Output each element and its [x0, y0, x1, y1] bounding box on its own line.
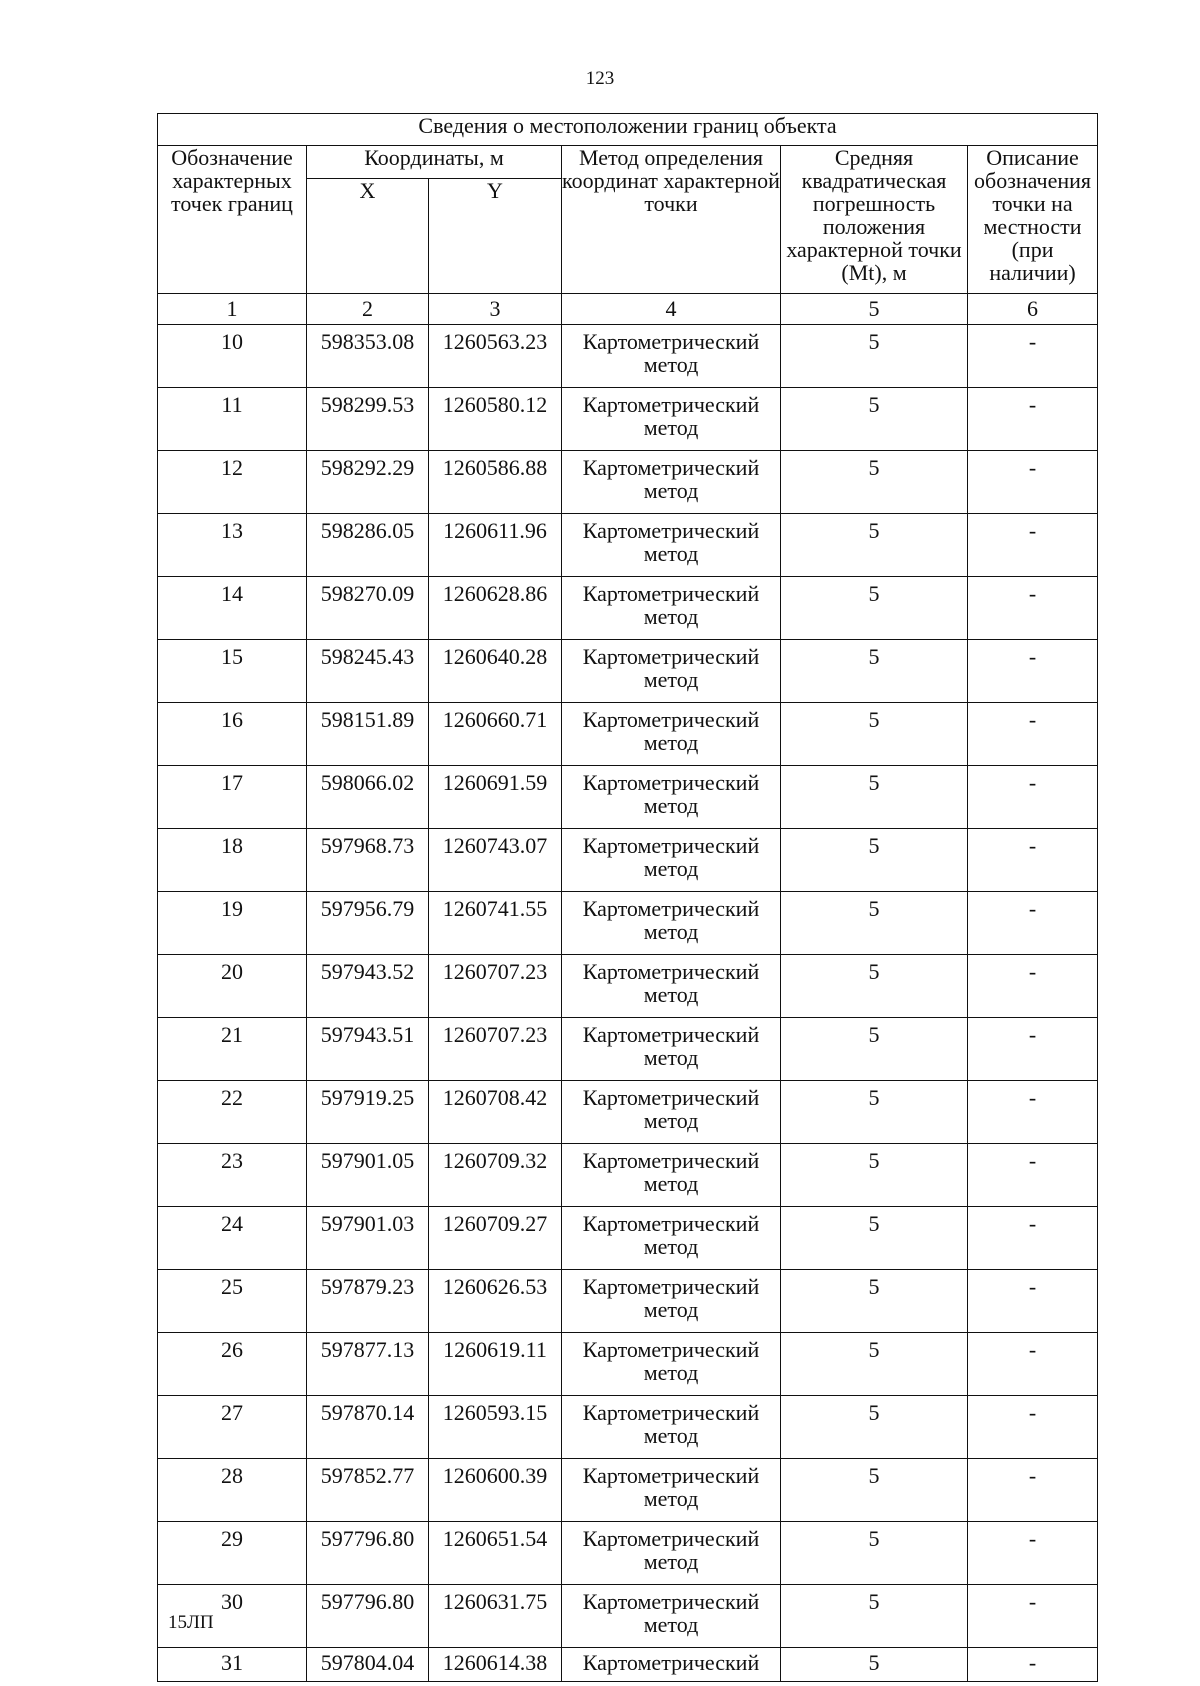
cell-error: 5	[781, 514, 968, 577]
cell-y: 1260691.59	[429, 766, 562, 829]
cell-method: Картометрический метод	[562, 388, 781, 451]
header-coordinates: Координаты, м	[307, 146, 562, 179]
cell-method: Картометрический метод	[562, 1270, 781, 1333]
cell-method: Картометрический метод	[562, 1396, 781, 1459]
page-number: 123	[585, 68, 615, 89]
cell-y: 1260580.12	[429, 388, 562, 451]
cell-description: -	[968, 703, 1098, 766]
cell-x: 597943.51	[307, 1018, 429, 1081]
cell-method: Картометрический метод	[562, 892, 781, 955]
cell-y: 1260741.55	[429, 892, 562, 955]
cell-y: 1260619.11	[429, 1333, 562, 1396]
cell-x: 597879.23	[307, 1270, 429, 1333]
cell-error: 5	[781, 1459, 968, 1522]
table-row	[158, 640, 1098, 703]
header-error: Средняя квадратическая погрешность положения характерной точки (Mt), м	[781, 146, 968, 294]
table-row	[158, 1270, 1098, 1333]
cell-point: 22	[158, 1081, 307, 1144]
cell-error: 5	[781, 577, 968, 640]
cell-method: Картометрический метод	[562, 1018, 781, 1081]
cell-error: 5	[781, 1207, 968, 1270]
cell-description: -	[968, 388, 1098, 451]
boundary-table-container	[157, 113, 1097, 1682]
column-number: 1	[158, 294, 307, 325]
cell-method: Картометрический метод	[562, 829, 781, 892]
cell-point: 18	[158, 829, 307, 892]
cell-error: 5	[781, 1648, 968, 1682]
cell-y: 1260707.23	[429, 1018, 562, 1081]
table-row	[158, 1081, 1098, 1144]
cell-method: Картометрический метод	[562, 1459, 781, 1522]
cell-error: 5	[781, 451, 968, 514]
cell-method: Картометрический метод	[562, 703, 781, 766]
cell-point: 26	[158, 1333, 307, 1396]
cell-error: 5	[781, 1018, 968, 1081]
cell-x: 597943.52	[307, 955, 429, 1018]
column-number: 2	[307, 294, 429, 325]
cell-y: 1260586.88	[429, 451, 562, 514]
cell-method: Картометрический метод	[562, 1333, 781, 1396]
table-body	[158, 294, 1098, 1682]
column-number: 4	[562, 294, 781, 325]
cell-x: 597796.80	[307, 1522, 429, 1585]
cell-y: 1260614.38	[429, 1648, 562, 1682]
cell-method: Картометрический метод	[562, 514, 781, 577]
cell-x: 597804.04	[307, 1648, 429, 1682]
cell-x: 598299.53	[307, 388, 429, 451]
table-row	[158, 1144, 1098, 1207]
cell-x: 598270.09	[307, 577, 429, 640]
cell-point: 11	[158, 388, 307, 451]
table-caption: Сведения о местоположении границ объекта	[158, 114, 1098, 146]
cell-y: 1260611.96	[429, 514, 562, 577]
column-number: 5	[781, 294, 968, 325]
cell-x: 597901.03	[307, 1207, 429, 1270]
cell-description: -	[968, 1018, 1098, 1081]
cell-error: 5	[781, 955, 968, 1018]
cell-point: 13	[158, 514, 307, 577]
cell-y: 1260600.39	[429, 1459, 562, 1522]
table-row	[158, 325, 1098, 388]
cell-error: 5	[781, 766, 968, 829]
cell-method: Картометрический метод	[562, 1585, 781, 1648]
table-row	[158, 514, 1098, 577]
cell-point: 17	[158, 766, 307, 829]
table-row	[158, 1396, 1098, 1459]
cell-x: 598286.05	[307, 514, 429, 577]
cell-description: -	[968, 1270, 1098, 1333]
cell-point: 10	[158, 325, 307, 388]
table-row	[158, 1018, 1098, 1081]
cell-y: 1260626.53	[429, 1270, 562, 1333]
cell-method: Картометрический	[562, 1648, 781, 1682]
cell-point: 15	[158, 640, 307, 703]
cell-description: -	[968, 1396, 1098, 1459]
cell-x: 598292.29	[307, 451, 429, 514]
footer-code: 15ЛП	[168, 1612, 214, 1633]
cell-description: -	[968, 1648, 1098, 1682]
cell-y: 1260709.27	[429, 1207, 562, 1270]
cell-x: 597877.13	[307, 1333, 429, 1396]
cell-description: -	[968, 955, 1098, 1018]
cell-x: 597919.25	[307, 1081, 429, 1144]
cell-description: -	[968, 829, 1098, 892]
cell-y: 1260743.07	[429, 829, 562, 892]
cell-error: 5	[781, 640, 968, 703]
table-row	[158, 1333, 1098, 1396]
cell-error: 5	[781, 829, 968, 892]
table-row	[158, 577, 1098, 640]
header-description: Описание обозначения точки на местности (при наличии)	[968, 146, 1098, 294]
cell-point: 20	[158, 955, 307, 1018]
header-y: Y	[429, 179, 562, 294]
table-row	[158, 955, 1098, 1018]
cell-description: -	[968, 1522, 1098, 1585]
cell-point: 21	[158, 1018, 307, 1081]
cell-description: -	[968, 514, 1098, 577]
header-point: Обозначение характерных точек границ	[158, 146, 307, 294]
cell-y: 1260640.28	[429, 640, 562, 703]
cell-x: 598151.89	[307, 703, 429, 766]
column-number-row	[158, 294, 1098, 325]
cell-error: 5	[781, 1081, 968, 1144]
column-number: 6	[968, 294, 1098, 325]
boundary-coordinates-table	[157, 113, 1098, 1682]
cell-method: Картометрический метод	[562, 766, 781, 829]
cell-description: -	[968, 577, 1098, 640]
cell-x: 597852.77	[307, 1459, 429, 1522]
cell-error: 5	[781, 388, 968, 451]
cell-y: 1260660.71	[429, 703, 562, 766]
cell-method: Картометрический метод	[562, 1522, 781, 1585]
cell-x: 598066.02	[307, 766, 429, 829]
cell-y: 1260707.23	[429, 955, 562, 1018]
cell-error: 5	[781, 1585, 968, 1648]
cell-point: 14	[158, 577, 307, 640]
table-row	[158, 766, 1098, 829]
cell-method: Картометрический метод	[562, 1144, 781, 1207]
cell-x: 597796.80	[307, 1585, 429, 1648]
table-row	[158, 1585, 1098, 1648]
cell-error: 5	[781, 892, 968, 955]
cell-point: 16	[158, 703, 307, 766]
header-x: X	[307, 179, 429, 294]
cell-x: 597870.14	[307, 1396, 429, 1459]
cell-description: -	[968, 1333, 1098, 1396]
cell-y: 1260631.75	[429, 1585, 562, 1648]
cell-description: -	[968, 1081, 1098, 1144]
cell-description: -	[968, 325, 1098, 388]
cell-point: 25	[158, 1270, 307, 1333]
cell-description: -	[968, 640, 1098, 703]
cell-error: 5	[781, 1333, 968, 1396]
cell-y: 1260563.23	[429, 325, 562, 388]
cell-y: 1260709.32	[429, 1144, 562, 1207]
cell-description: -	[968, 1144, 1098, 1207]
cell-error: 5	[781, 1270, 968, 1333]
table-header	[158, 114, 1098, 294]
cell-description: -	[968, 892, 1098, 955]
cell-error: 5	[781, 1144, 968, 1207]
cell-y: 1260593.15	[429, 1396, 562, 1459]
cell-x: 598245.43	[307, 640, 429, 703]
cell-description: -	[968, 451, 1098, 514]
cell-x: 597956.79	[307, 892, 429, 955]
table-row	[158, 388, 1098, 451]
cell-point: 19	[158, 892, 307, 955]
table-row	[158, 1459, 1098, 1522]
cell-x: 597901.05	[307, 1144, 429, 1207]
cell-point: 30	[158, 1585, 307, 1648]
cell-error: 5	[781, 325, 968, 388]
table-row	[158, 703, 1098, 766]
table-row	[158, 1207, 1098, 1270]
cell-x: 597968.73	[307, 829, 429, 892]
table-row	[158, 1522, 1098, 1585]
cell-x: 598353.08	[307, 325, 429, 388]
cell-method: Картометрический метод	[562, 955, 781, 1018]
cell-method: Картометрический метод	[562, 1207, 781, 1270]
cell-method: Картометрический метод	[562, 1081, 781, 1144]
table-row	[158, 1648, 1098, 1682]
cell-point: 12	[158, 451, 307, 514]
cell-description: -	[968, 1585, 1098, 1648]
cell-point: 27	[158, 1396, 307, 1459]
cell-description: -	[968, 766, 1098, 829]
cell-point: 31	[158, 1648, 307, 1682]
cell-description: -	[968, 1207, 1098, 1270]
cell-point: 28	[158, 1459, 307, 1522]
cell-point: 24	[158, 1207, 307, 1270]
cell-method: Картометрический метод	[562, 577, 781, 640]
cell-description: -	[968, 1459, 1098, 1522]
cell-error: 5	[781, 1522, 968, 1585]
header-method: Метод определения координат характерной точки	[562, 146, 781, 294]
cell-method: Картометрический метод	[562, 640, 781, 703]
cell-method: Картометрический метод	[562, 451, 781, 514]
table-row	[158, 451, 1098, 514]
cell-point: 29	[158, 1522, 307, 1585]
column-number: 3	[429, 294, 562, 325]
cell-method: Картометрический метод	[562, 325, 781, 388]
cell-point: 23	[158, 1144, 307, 1207]
table-row	[158, 892, 1098, 955]
cell-y: 1260708.42	[429, 1081, 562, 1144]
cell-y: 1260628.86	[429, 577, 562, 640]
cell-error: 5	[781, 1396, 968, 1459]
table-row	[158, 829, 1098, 892]
cell-error: 5	[781, 703, 968, 766]
cell-y: 1260651.54	[429, 1522, 562, 1585]
